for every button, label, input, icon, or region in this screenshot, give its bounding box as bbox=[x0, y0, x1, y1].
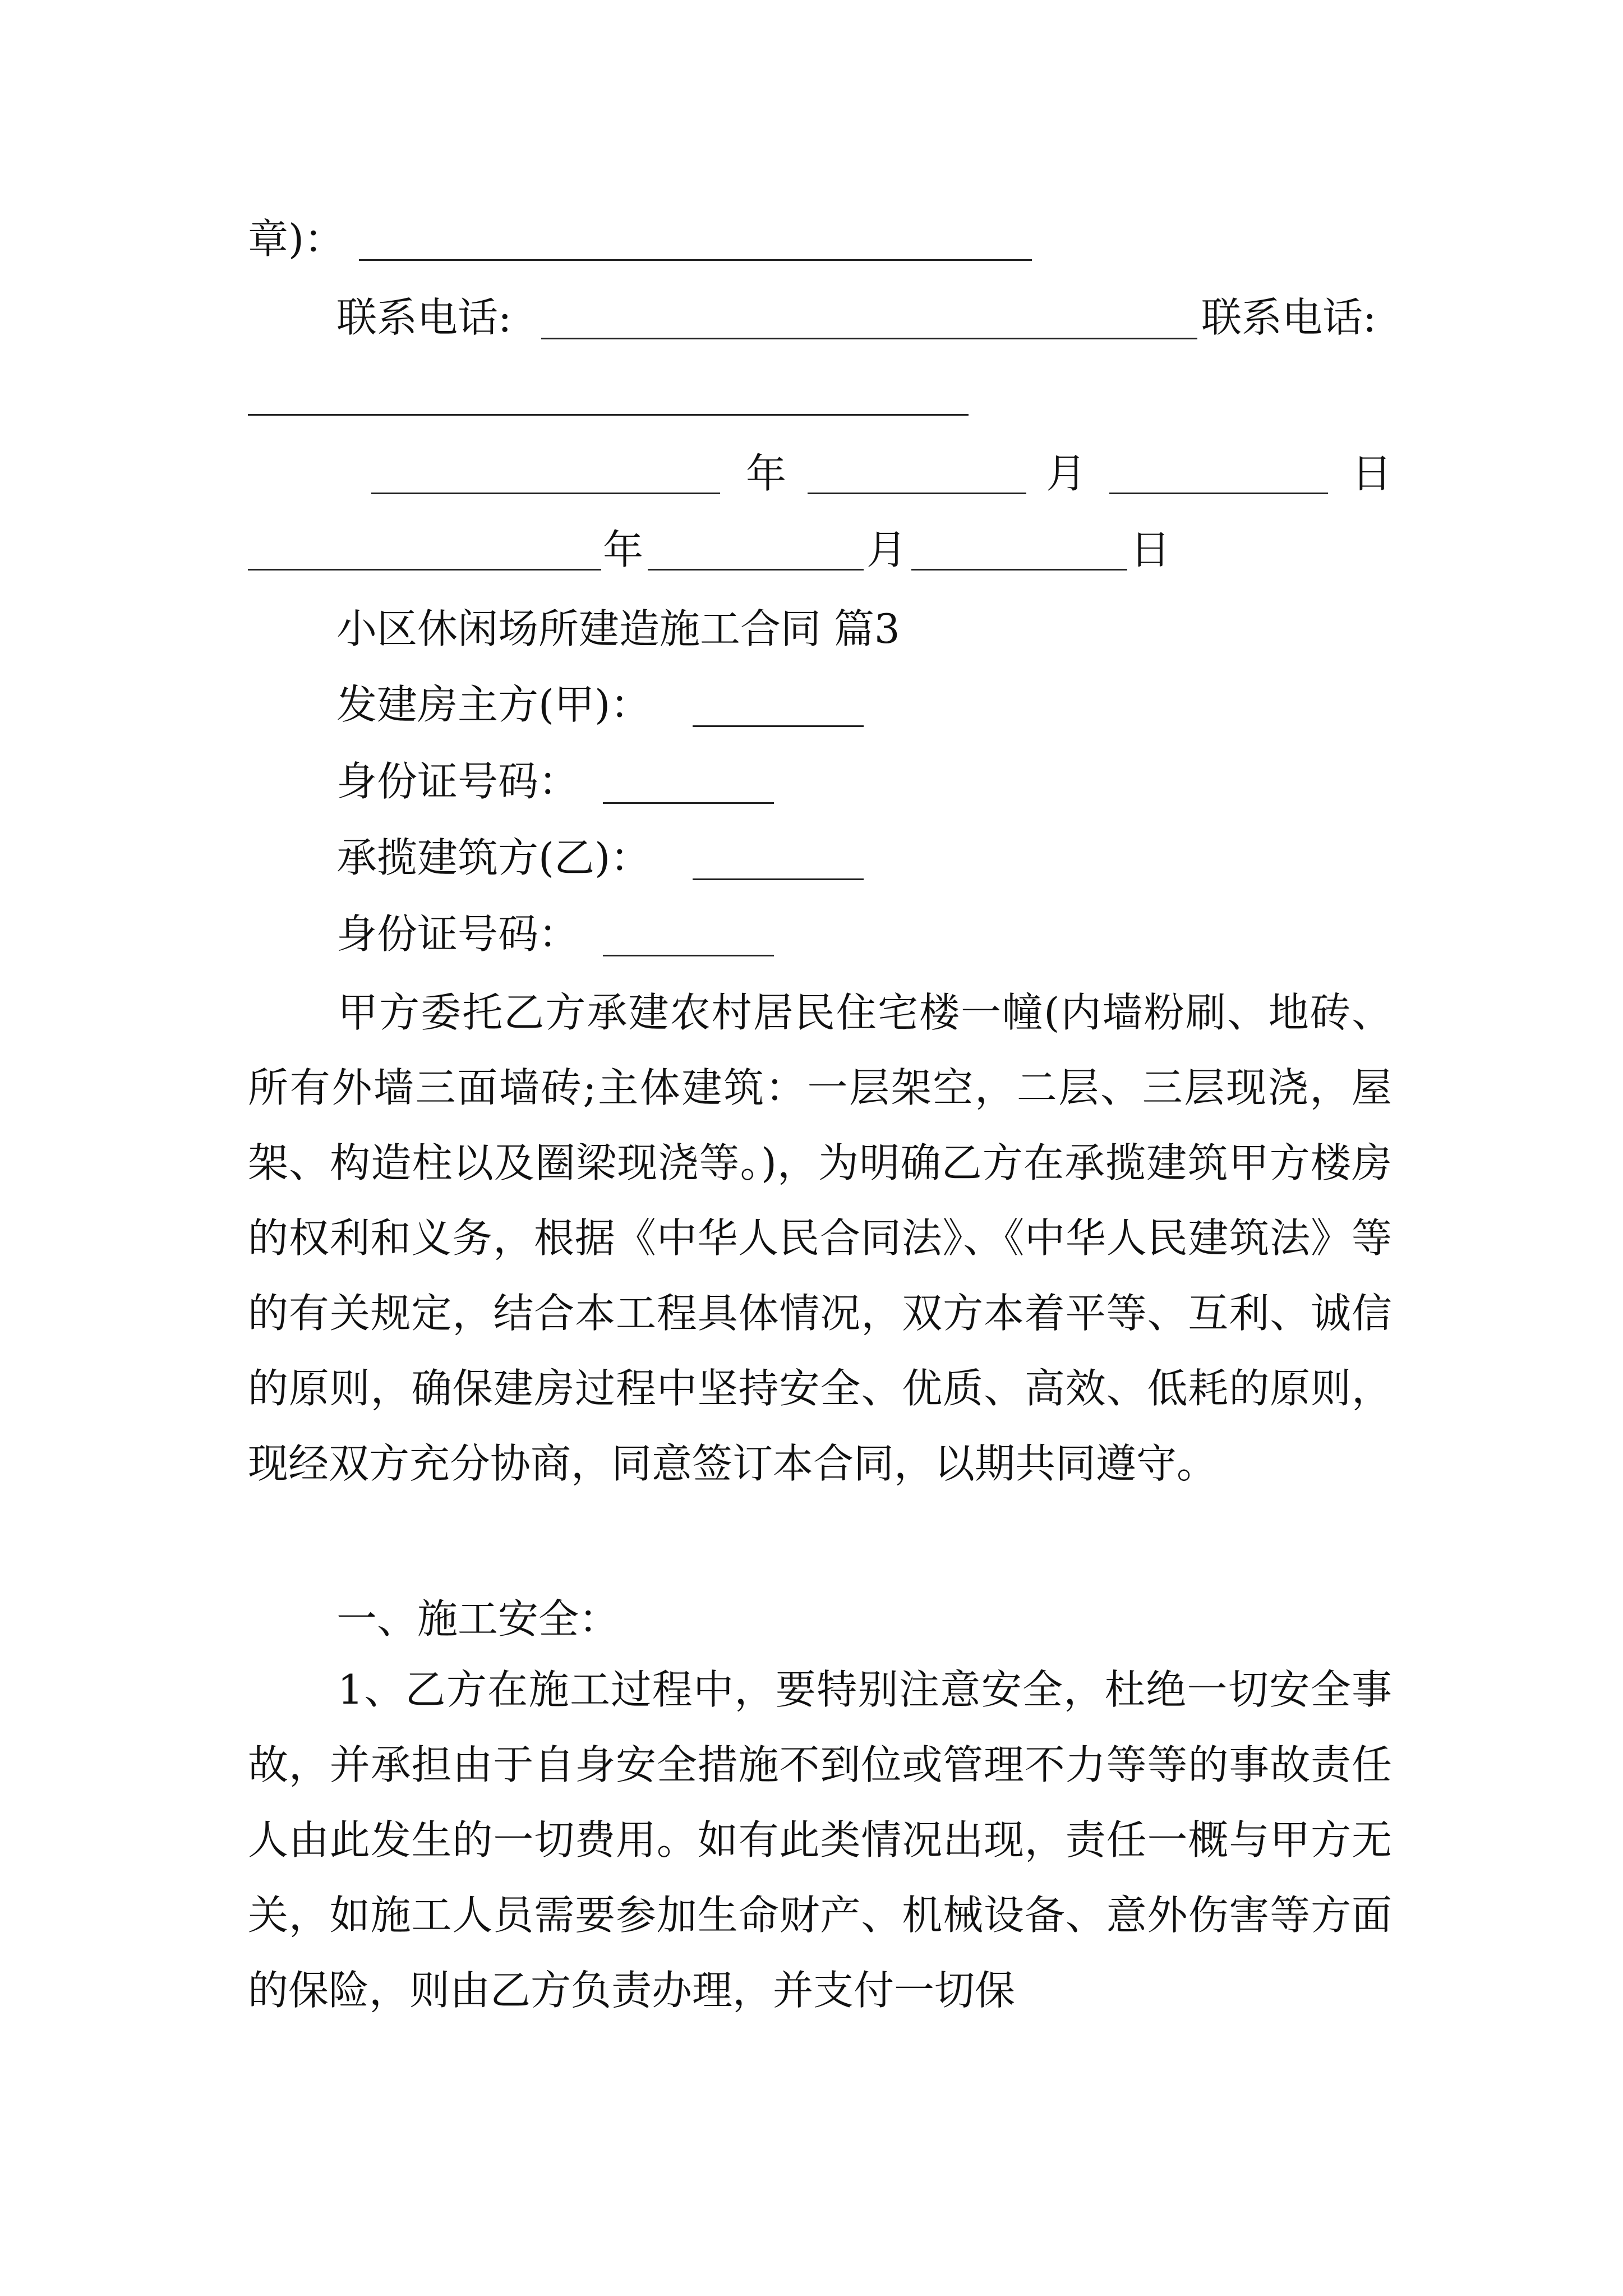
id-label-2: 身份证号码： bbox=[336, 910, 579, 958]
id-label-1: 身份证号码： bbox=[336, 758, 579, 805]
phone-blank-left[interactable] bbox=[541, 338, 1197, 339]
date-month-blank-1[interactable] bbox=[808, 493, 1026, 494]
date-month-char-1: 月 bbox=[1046, 450, 1087, 497]
id-blank-2[interactable] bbox=[603, 955, 774, 956]
date-day-char-1: 日 bbox=[1352, 450, 1393, 497]
party-a-label: 发建房主方(甲)： bbox=[336, 681, 651, 728]
date-year-char-1: 年 bbox=[746, 450, 787, 497]
party-b-label: 承揽建筑方(乙)： bbox=[336, 834, 651, 881]
phone-label-right: 联系电话: bbox=[1201, 294, 1377, 341]
id-blank-1[interactable] bbox=[603, 802, 774, 804]
date-year-blank-2[interactable] bbox=[248, 569, 601, 570]
seal-blank[interactable] bbox=[359, 259, 1032, 261]
date-day-blank-1[interactable] bbox=[1109, 493, 1328, 494]
party-b-blank[interactable] bbox=[693, 878, 864, 880]
date-month-char-2: 月 bbox=[866, 526, 907, 573]
clause-1-item-1: 1、乙方在施工过程中，要特别注意安全，杜绝一切安全事故，并承担由于自身安全措施不到位或管理不力等等的事故责任人由此发生的一切费用。如有此类情况出现，责任一概与甲方无关，如施工人员需要参加生命财产、机械设备、意外伤害等方面的保险，则由乙方负责办理，并支付一切保 bbox=[248, 1666, 1392, 2014]
date-year-char-2: 年 bbox=[603, 526, 644, 573]
clause-1-heading: 一、施工安全： bbox=[336, 1595, 620, 1642]
phone-blank-right[interactable] bbox=[248, 414, 969, 416]
party-a-blank[interactable] bbox=[693, 725, 864, 727]
section-heading: 小区休闲场所建造施工合同 篇3 bbox=[336, 605, 900, 652]
date-day-blank-2[interactable] bbox=[911, 569, 1127, 570]
date-day-char-2: 日 bbox=[1130, 526, 1171, 573]
phone-label-left: 联系电话: bbox=[336, 294, 512, 341]
seal-line bbox=[248, 215, 345, 263]
date-month-blank-2[interactable] bbox=[648, 569, 864, 570]
date-year-blank-1[interactable] bbox=[371, 493, 720, 494]
seal-tail-label: 章)： bbox=[248, 215, 345, 263]
intro-paragraph: 甲方委托乙方承建农村居民住宅楼一幢(内墙粉刷、地砖、所有外墙三面墙砖;主体建筑：一层架空，二层、三层现浇，屋架、构造柱以及圈梁现浇等。)，为明确乙方在承揽建筑甲方楼房的权利和义务，根据《中华人民合同法》、《中华人民建筑法》等的有关规定，结合本工程具体情况，双方本着平等、互利、诚信的原则，确保建房过程中坚持安全、优质、高效、低耗的原则，现经双方充分协商，同意签订本合同，以期共同遵守。 bbox=[248, 989, 1392, 1487]
